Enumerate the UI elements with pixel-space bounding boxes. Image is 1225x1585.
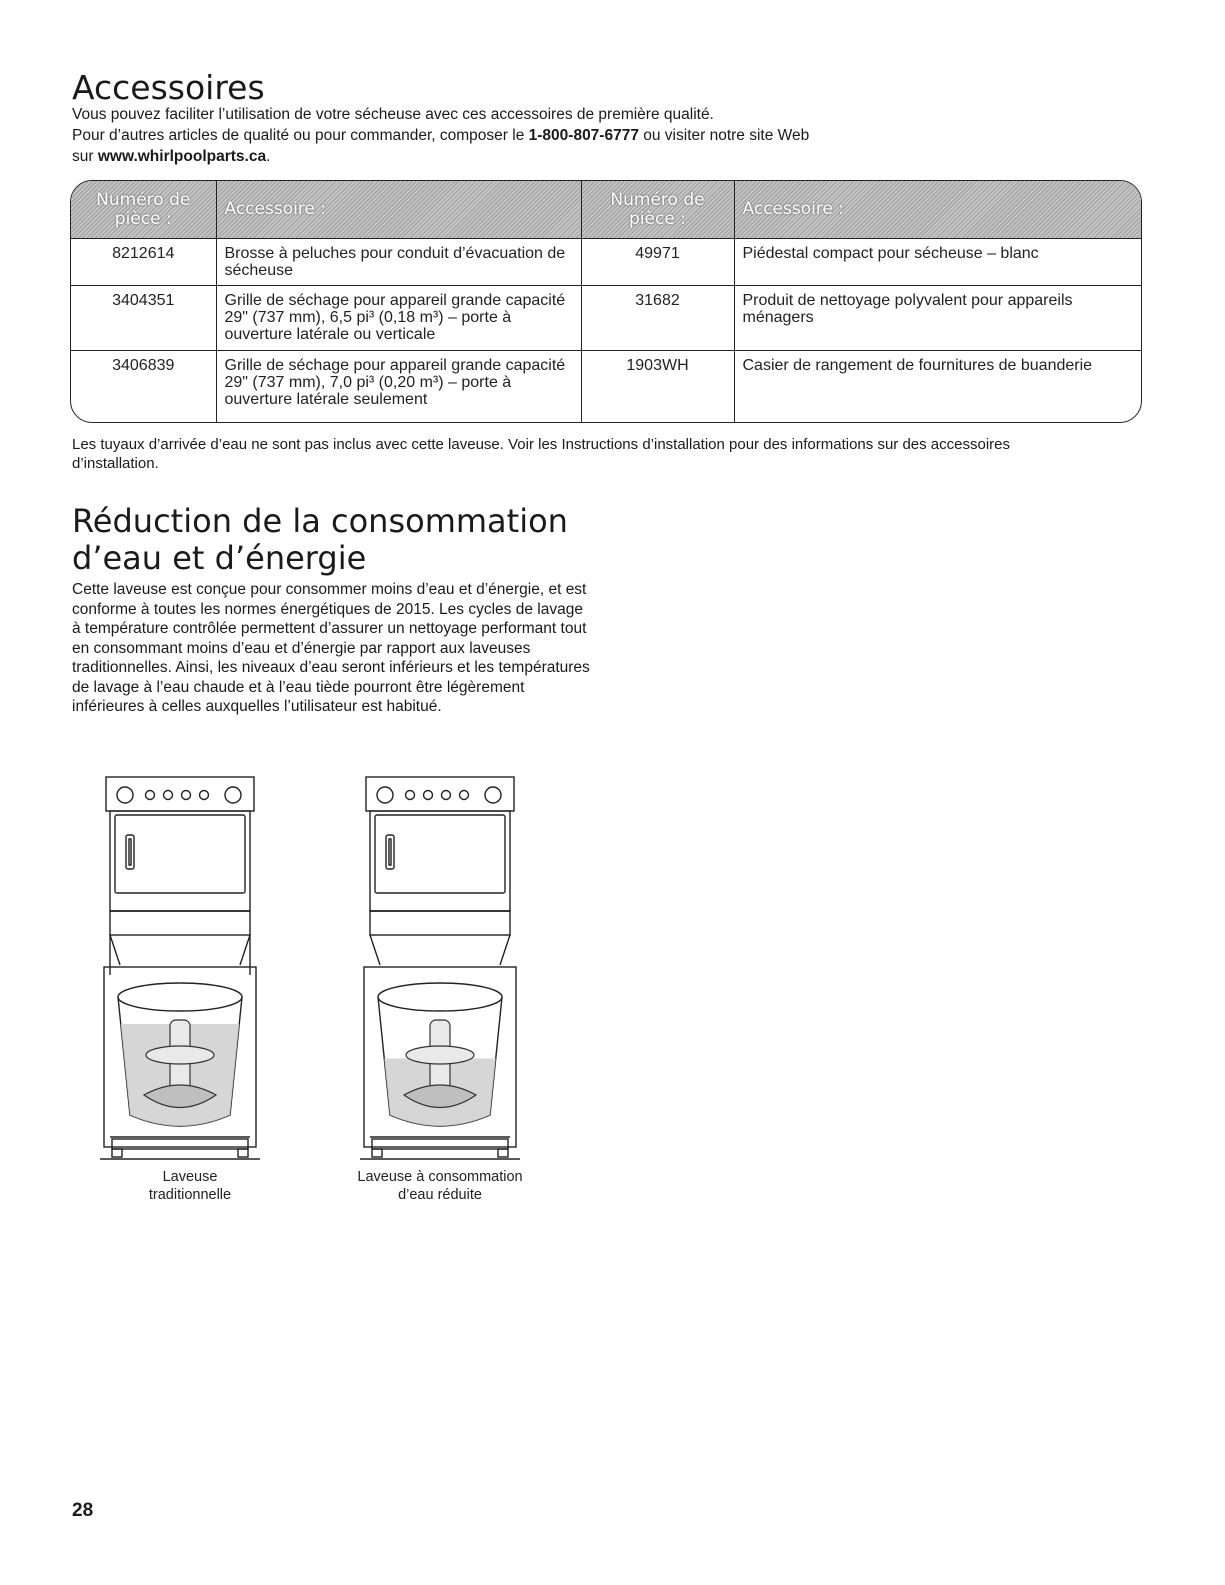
- accessory-cell: Brosse à peluches pour conduit d’évacuation de sécheuse: [216, 239, 581, 286]
- table-row: [71, 239, 1141, 286]
- tub-opening: [118, 983, 242, 1011]
- control-panel: [366, 777, 514, 811]
- button-icon: [424, 791, 433, 800]
- intro-line-3: [72, 147, 1152, 166]
- caption-line: traditionnelle: [148, 1187, 232, 1203]
- accessories-title: Accessoires: [72, 68, 265, 107]
- tub-opening: [378, 983, 502, 1011]
- phone-number: 1-800-807-6777: [528, 127, 639, 144]
- header-part-number: Numéro de pièce :: [71, 181, 216, 239]
- page-number: 28: [72, 1500, 94, 1521]
- part-number-cell: 31682: [581, 286, 734, 351]
- knob-icon: [225, 787, 241, 803]
- knob-icon: [485, 787, 501, 803]
- reduced-washer-caption: [340, 1168, 540, 1204]
- table-header-row: [71, 181, 1141, 239]
- intro-text: ou visiter notre site Web: [638, 127, 810, 144]
- part-number-cell: 3404351: [71, 286, 216, 351]
- door-handle-icon: [126, 835, 134, 869]
- button-icon: [200, 791, 209, 800]
- button-icon: [442, 791, 451, 800]
- part-number-cell: 1903WH: [581, 351, 734, 423]
- accessories-intro: [72, 105, 1152, 168]
- part-number-cell: 3406839: [71, 351, 216, 423]
- button-icon: [460, 791, 469, 800]
- header-accessory: Accessoire :: [216, 181, 581, 239]
- accessories-table-frame: [70, 180, 1142, 423]
- header-accessory: Accessoire :: [734, 181, 1141, 239]
- reduction-title: Réduction de la consommation d’eau et d’énergie: [72, 502, 568, 577]
- reduced-water-washer-illustration: [360, 775, 520, 1165]
- caption-line: Laveuse à consommation: [357, 1169, 523, 1185]
- accessory-cell: Piédestal compact pour sécheuse – blanc: [734, 239, 1141, 286]
- reduction-body: Cette laveuse est conçue pour consommer moins d’eau et d’énergie, et est conforme à toutes les normes énergétiques de 2015. Les cycles de lavage à température contrôlée permettent d’assurer un nettoyage performant tout en consommant moins d’eau et d’énergie par rapport aux laveuses traditionnelles. Ainsi, les niveaux d’eau seront inférieurs et les températures de lavage à l’eau chaude et à l’eau tiède pourront être légèrement inférieures à celles auxquelles l’utilisateur est habitué.: [72, 581, 590, 715]
- knob-icon: [377, 787, 393, 803]
- website-link[interactable]: www.whirlpoolparts.ca: [97, 148, 267, 165]
- accessories-table: [71, 181, 1141, 422]
- button-icon: [164, 791, 173, 800]
- accessory-cell: Grille de séchage pour appareil grande capacité 29" (737 mm), 6,5 pi³ (0,18 m³) – porte à ouverture latérale ou verticale: [216, 286, 581, 351]
- button-icon: [146, 791, 155, 800]
- intro-line-2: [72, 126, 1152, 145]
- caption-line: d’eau réduite: [398, 1187, 482, 1203]
- intro-text: Pour d’autres articles de qualité ou pour commander, composer le: [72, 127, 529, 144]
- traditional-washer-illustration: [100, 775, 260, 1165]
- button-icon: [406, 791, 415, 800]
- traditional-washer-caption: [100, 1168, 280, 1204]
- table-row: [71, 286, 1141, 351]
- intro-line-1: Vous pouvez faciliter l’utilisation de votre sécheuse avec ces accessoires de première qualité.: [72, 106, 714, 123]
- table-row: [71, 351, 1141, 423]
- door-handle-icon: [386, 835, 394, 869]
- accessory-cell: Casier de rangement de fournitures de buanderie: [742, 357, 1093, 374]
- accessory-cell: Grille de séchage pour appareil grande capacité 29" (737 mm), 7,0 pi³ (0,20 m³) – porte à ouverture latérale seulement: [216, 351, 581, 423]
- control-panel: [106, 777, 254, 811]
- caption-line: Laveuse: [162, 1169, 218, 1185]
- header-part-number: Numéro de pièce :: [581, 181, 734, 239]
- part-number-cell: 8212614: [71, 239, 216, 286]
- accessory-cell: Produit de nettoyage polyvalent pour appareils ménagers: [734, 286, 1141, 351]
- intro-text: .: [266, 148, 271, 165]
- installation-note: Les tuyaux d’arrivée d’eau ne sont pas inclus avec cette laveuse. Voir les Instructions d’installation pour des informations sur des accessoires d’installation.: [72, 436, 1010, 472]
- intro-text: sur: [72, 148, 98, 165]
- button-icon: [182, 791, 191, 800]
- part-number-cell: 49971: [581, 239, 734, 286]
- knob-icon: [117, 787, 133, 803]
